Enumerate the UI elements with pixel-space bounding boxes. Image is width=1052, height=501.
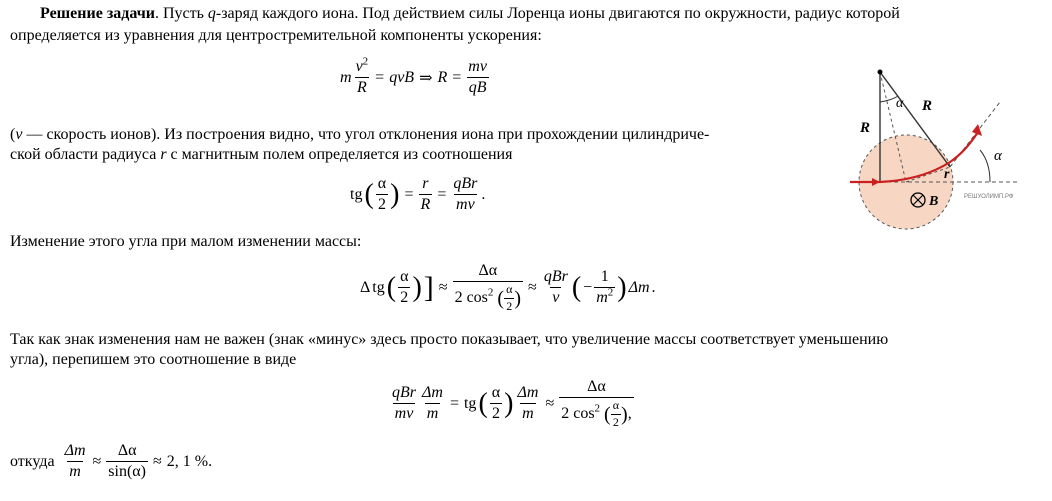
p2-text-c: ской области радиуса <box>10 146 161 163</box>
eq1-qB: qB <box>468 79 487 97</box>
eq4-qBr: qBr <box>392 384 416 402</box>
eq3-denom-2: 2 <box>454 289 463 307</box>
eq1-fraction-v2-R <box>354 55 371 98</box>
eq4-tg: tg <box>463 394 477 412</box>
solution-paragraph-4: Так как знак изменения нам не важен (знак «минус» здесь просто показывает, что увеличение массы соответствует уменьшению <box>10 331 889 348</box>
eq3-one: 1 <box>600 268 609 286</box>
solution-paragraph-1 <box>40 3 900 24</box>
eq4-mv: mv <box>394 405 414 423</box>
rotation-center-dot <box>878 70 883 75</box>
solution-heading: Решение задачи <box>40 5 155 22</box>
eq2-qBr: qBr <box>453 175 478 192</box>
final-dalpha: Δα <box>117 442 137 459</box>
eq3-alpha: α <box>400 268 409 286</box>
p1-text-b: -заряд каждого иона. Под действием силы Лоренца ионы двигаются по окружности, радиус которой <box>215 5 900 22</box>
eq4-fraction-alpha-2 <box>490 384 502 424</box>
eq2-tg: tg <box>350 185 363 203</box>
solution-paragraph-2-line-2 <box>10 144 512 165</box>
eq2-mv: mv <box>456 196 475 214</box>
final-sin: sin(α) <box>108 463 147 481</box>
eq4-denominator <box>559 397 633 430</box>
eq1-R2: R <box>437 68 448 86</box>
eq3-cos: cos <box>466 289 488 307</box>
eq4-fraction-qBr-mv <box>390 384 418 424</box>
eq4-m: m <box>426 405 439 423</box>
eq3-tg: tg <box>372 278 385 296</box>
eq2-r: r <box>422 175 429 192</box>
eq3-small-paren-close: ) <box>514 287 522 310</box>
eq2-dot: . <box>481 185 486 203</box>
eq2-equals-2: = <box>437 185 447 203</box>
p2-var-v: v <box>15 126 23 143</box>
deflection-diagram <box>840 62 1030 232</box>
right-angle-arc <box>980 150 990 182</box>
eq3-minus: − <box>583 278 593 296</box>
eq3-fraction-qBr-v <box>542 268 570 308</box>
eq4-cos: cos <box>573 405 595 423</box>
final-fraction-dm-m <box>63 442 88 482</box>
eq3-dalpha: Δα <box>478 262 498 279</box>
eq2-fraction-alpha-2 <box>376 175 388 215</box>
eq3-small-alpha: α <box>506 282 513 297</box>
eq1-m: m <box>340 68 352 86</box>
eq3-fraction-dalpha-cos <box>453 262 523 314</box>
eq1-qvB: qvB <box>389 68 415 86</box>
eq3-denominator <box>453 281 523 314</box>
eq1-R: R <box>356 79 367 97</box>
eq1-v: v <box>355 58 363 75</box>
eq2-fraction-r-R <box>419 175 433 215</box>
eq3-paren-close-2: ) <box>617 271 627 303</box>
eq4-small-fraction <box>611 399 621 430</box>
eq4-m-2: m <box>522 405 534 423</box>
eq2-paren-open: ( <box>364 178 374 210</box>
eq3-m: m <box>596 289 608 307</box>
equation-4 <box>390 378 634 430</box>
eq4-comma: , <box>627 405 632 423</box>
eq3-approx-2: ≈ <box>528 278 537 296</box>
eq3-bracket: ] <box>423 270 434 304</box>
final-result-value: 2, 1 %. <box>166 452 213 470</box>
eq4-paren-open: ( <box>478 387 488 419</box>
watermark: РЕШУОЛИМП.РФ <box>964 194 1014 200</box>
final-fraction-dalpha-sin <box>106 442 148 482</box>
eq3-m-sup: 2 <box>607 287 614 300</box>
final-whence: откуда <box>10 452 55 470</box>
eq3-paren-close: ) <box>412 271 422 303</box>
eq4-small-paren-open: ( <box>604 403 611 426</box>
eq1-equals-2: = <box>452 68 462 86</box>
eq3-cos-sup: 2 <box>487 287 494 300</box>
eq3-small-two: 2 <box>506 299 513 314</box>
eq1-sup: 2 <box>362 55 369 68</box>
equation-2 <box>350 175 485 215</box>
label-alpha-top: α <box>896 96 904 111</box>
eq2-paren-close: ) <box>390 178 400 210</box>
final-approx: ≈ <box>92 452 102 470</box>
eq2-R: R <box>420 196 431 214</box>
final-dm: Δm <box>64 442 86 459</box>
eq4-fraction-dm-m-2 <box>515 384 540 424</box>
eq3-fraction-alpha-2 <box>398 268 410 308</box>
eq4-two: 2 <box>491 405 500 423</box>
eq4-small-paren-close: ) <box>621 403 628 426</box>
label-B: B <box>929 194 939 209</box>
eq3-dot: . <box>651 278 656 296</box>
eq3-dm: Δm <box>628 278 650 296</box>
p1-var-q: q <box>207 5 216 22</box>
equation-3 <box>360 262 656 314</box>
eq4-fraction-dm-m <box>420 384 445 424</box>
eq1-mv: mv <box>468 58 487 75</box>
solution-paragraph-3: Изменение этого угла при малом изменении массы: <box>10 233 362 250</box>
eq2-alpha: α <box>377 175 387 192</box>
eq3-qBr: qBr <box>543 268 568 286</box>
eq2-equals: = <box>404 185 414 203</box>
eq4-dm-2: Δm <box>517 384 539 402</box>
label-alpha-right: α <box>994 148 1002 164</box>
eq4-equals: = <box>449 394 459 412</box>
eq3-approx: ≈ <box>438 278 448 296</box>
final-m: m <box>69 463 81 481</box>
eq3-small-paren-open: ( <box>497 287 505 310</box>
eq4-denom-2: 2 <box>561 405 570 423</box>
eq4-paren-close: ) <box>504 387 514 419</box>
p2-var-r: r <box>160 146 167 163</box>
final-approx-2: ≈ <box>153 452 162 470</box>
p2-text-b: — скорость ионов). Из построения видно, что угол отклонения иона при прохождении цилиндриче- <box>22 126 710 143</box>
eq4-small-alpha: α <box>612 398 620 413</box>
label-R-slant: R <box>922 98 933 114</box>
eq4-small-two: 2 <box>612 415 619 430</box>
eq4-fraction-dalpha-cos <box>559 378 633 430</box>
eq1-equals: = <box>375 68 385 86</box>
eq3-small-fraction <box>504 283 514 314</box>
eq4-alpha: α <box>491 384 501 402</box>
eq3-v: v <box>552 289 560 307</box>
eq2-fraction-qBr-mv <box>451 175 479 215</box>
eq3-delta: Δ <box>360 278 371 296</box>
eq4-approx: ≈ <box>545 394 555 412</box>
p2-text-a: ( <box>10 126 16 143</box>
p2-text-d: с магнитным полем определяется из соотношения <box>166 146 513 163</box>
eq3-fraction-1-m2 <box>594 268 615 308</box>
solution-paragraph-4-line-2: угла), перепишем это соотношение в виде <box>10 351 297 368</box>
eq4-dm: Δm <box>422 384 443 402</box>
eq2-two: 2 <box>377 196 386 214</box>
eq3-paren-open: ( <box>386 271 397 303</box>
equation-1 <box>340 55 489 98</box>
eq3-two: 2 <box>400 289 409 307</box>
eq3-paren-open-2: ( <box>571 271 582 303</box>
eq4-cos-sup: 2 <box>594 403 601 416</box>
p1-text-a: . Пусть <box>154 5 208 22</box>
solution-paragraph-1-line-2: определяется из уравнения для центростремительной компоненты ускорения: <box>10 27 542 44</box>
label-R-vertical: R <box>860 120 871 136</box>
solution-paragraph-2 <box>10 124 709 145</box>
eq1-implies: ⇒ <box>419 69 433 87</box>
eq4-dalpha: Δα <box>587 378 606 395</box>
label-r: r <box>944 167 950 182</box>
eq1-fraction-mv-qB <box>466 58 489 98</box>
final-result-line <box>10 442 212 482</box>
